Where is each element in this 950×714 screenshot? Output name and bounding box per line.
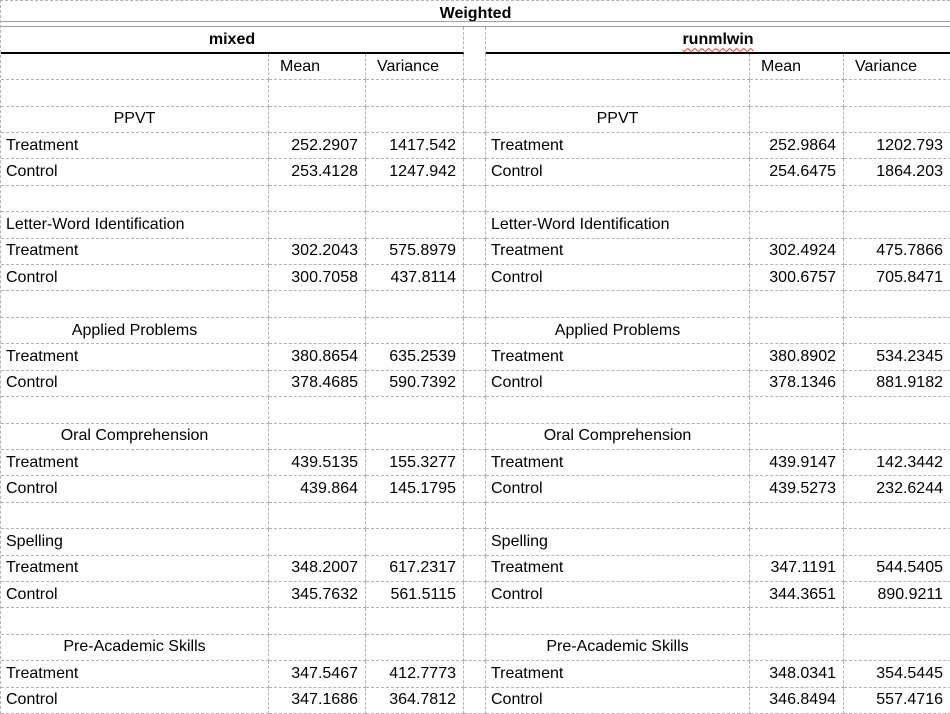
empty-cell xyxy=(750,212,844,238)
mean-value-mixed-treatment: 347.5467 xyxy=(269,661,366,687)
blank-cell xyxy=(269,608,366,634)
variance-value-mixed-control: 1247.942 xyxy=(366,159,464,185)
blank-cell xyxy=(750,397,844,423)
blank-cell xyxy=(1,80,269,106)
blank-cell xyxy=(366,80,464,106)
spacer-cell xyxy=(464,133,486,159)
spacer-cell xyxy=(464,291,486,317)
mean-value-mixed-treatment: 302.2043 xyxy=(269,239,366,265)
treatment-row-label-runmlwin: Treatment xyxy=(486,239,750,265)
empty-cell xyxy=(269,212,366,238)
variance-value-mixed-treatment: 1417.542 xyxy=(366,133,464,159)
blank-cell xyxy=(486,80,750,106)
spacer-cell xyxy=(464,54,486,80)
empty-cell xyxy=(366,212,464,238)
empty-cell xyxy=(844,107,950,133)
blank-cell xyxy=(750,608,844,634)
empty-cell xyxy=(269,424,366,450)
blank-cell xyxy=(1,291,269,317)
group-label-mixed: Letter-Word Identification xyxy=(1,212,269,238)
blank-cell xyxy=(844,608,950,634)
variance-value-runmlwin-treatment: 1202.793 xyxy=(844,133,950,159)
treatment-row-label-mixed: Treatment xyxy=(1,344,269,370)
control-row-label-runmlwin: Control xyxy=(486,371,750,397)
empty-cell xyxy=(269,107,366,133)
control-row-label-mixed: Control xyxy=(1,371,269,397)
treatment-row-label-runmlwin: Treatment xyxy=(486,450,750,476)
spacer-cell xyxy=(464,318,486,344)
blank-cell xyxy=(1,608,269,634)
mean-value-mixed-treatment: 348.2007 xyxy=(269,556,366,582)
spacer-cell xyxy=(464,344,486,370)
blank-cell xyxy=(486,503,750,529)
mean-value-runmlwin-treatment: 347.1191 xyxy=(750,556,844,582)
empty-cell xyxy=(366,107,464,133)
mean-value-runmlwin-control: 378.1346 xyxy=(750,371,844,397)
empty-cell xyxy=(269,318,366,344)
blank-cell xyxy=(844,503,950,529)
spacer-cell xyxy=(464,265,486,291)
blank-cell xyxy=(486,608,750,634)
blank-cell xyxy=(1,186,269,212)
spacer-cell xyxy=(464,688,486,714)
empty-cell xyxy=(750,318,844,344)
blank-cell xyxy=(844,186,950,212)
variance-value-mixed-control: 437.8114 xyxy=(366,265,464,291)
mean-value-runmlwin-treatment: 348.0341 xyxy=(750,661,844,687)
empty-cell xyxy=(366,529,464,555)
variance-value-mixed-treatment: 575.8979 xyxy=(366,239,464,265)
group-label-runmlwin: Letter-Word Identification xyxy=(486,212,750,238)
spacer-cell xyxy=(464,80,486,106)
spacer-cell xyxy=(464,582,486,608)
spacer-cell xyxy=(464,450,486,476)
blank-cell xyxy=(844,80,950,106)
col-header-mean-mixed: Mean xyxy=(269,54,366,80)
spacer-cell xyxy=(464,556,486,582)
variance-value-runmlwin-treatment: 475.7866 xyxy=(844,239,950,265)
blank-cell xyxy=(366,186,464,212)
empty-cell xyxy=(750,424,844,450)
treatment-row-label-runmlwin: Treatment xyxy=(486,344,750,370)
empty-cell xyxy=(366,424,464,450)
control-row-label-mixed: Control xyxy=(1,582,269,608)
spacer-cell xyxy=(464,476,486,502)
blank-cell xyxy=(366,291,464,317)
mean-value-runmlwin-control: 254.6475 xyxy=(750,159,844,185)
treatment-row-label-mixed: Treatment xyxy=(1,661,269,687)
empty-cell xyxy=(750,529,844,555)
mean-value-runmlwin-control: 346.8494 xyxy=(750,688,844,714)
group-label-mixed: Applied Problems xyxy=(1,318,269,344)
spacer-cell xyxy=(464,424,486,450)
variance-value-runmlwin-treatment: 142.3442 xyxy=(844,450,950,476)
spacer-cell xyxy=(464,107,486,133)
group-label-runmlwin: Applied Problems xyxy=(486,318,750,344)
treatment-row-label-runmlwin: Treatment xyxy=(486,556,750,582)
mean-value-runmlwin-treatment: 380.8902 xyxy=(750,344,844,370)
blank-cell xyxy=(844,397,950,423)
spacer-cell xyxy=(464,159,486,185)
blank-cell xyxy=(750,80,844,106)
mean-value-runmlwin-treatment: 252.9864 xyxy=(750,133,844,159)
control-row-label-mixed: Control xyxy=(1,476,269,502)
mean-value-mixed-treatment: 252.2907 xyxy=(269,133,366,159)
empty-cell xyxy=(844,318,950,344)
mean-value-runmlwin-control: 300.6757 xyxy=(750,265,844,291)
empty-cell xyxy=(366,318,464,344)
spacer-cell xyxy=(464,503,486,529)
blank-cell xyxy=(366,608,464,634)
corner-empty-cell xyxy=(486,54,750,80)
blank-cell xyxy=(269,503,366,529)
empty-cell xyxy=(269,635,366,661)
group-label-mixed: PPVT xyxy=(1,107,269,133)
blank-cell xyxy=(750,291,844,317)
control-row-label-runmlwin: Control xyxy=(486,476,750,502)
variance-value-runmlwin-treatment: 354.5445 xyxy=(844,661,950,687)
group-label-runmlwin: PPVT xyxy=(486,107,750,133)
variance-value-mixed-treatment: 412.7773 xyxy=(366,661,464,687)
blank-cell xyxy=(1,503,269,529)
group-label-runmlwin: Oral Comprehension xyxy=(486,424,750,450)
col-header-mean-runmlwin: Mean xyxy=(750,54,844,80)
control-row-label-mixed: Control xyxy=(1,265,269,291)
treatment-row-label-mixed: Treatment xyxy=(1,450,269,476)
empty-cell xyxy=(269,529,366,555)
spellcheck-underline: runmlwin xyxy=(682,30,754,48)
group-label-mixed: Oral Comprehension xyxy=(1,424,269,450)
treatment-row-label-runmlwin: Treatment xyxy=(486,133,750,159)
blank-cell xyxy=(750,503,844,529)
control-row-label-mixed: Control xyxy=(1,159,269,185)
col-header-variance-mixed: Variance xyxy=(366,54,464,80)
variance-value-mixed-treatment: 635.2539 xyxy=(366,344,464,370)
mean-value-mixed-control: 347.1686 xyxy=(269,688,366,714)
control-row-label-runmlwin: Control xyxy=(486,159,750,185)
empty-cell xyxy=(844,529,950,555)
variance-value-runmlwin-control: 881.9182 xyxy=(844,371,950,397)
mean-value-mixed-control: 300.7058 xyxy=(269,265,366,291)
blank-cell xyxy=(750,186,844,212)
col-header-variance-runmlwin: Variance xyxy=(844,54,950,80)
variance-value-mixed-control: 145.1795 xyxy=(366,476,464,502)
empty-cell xyxy=(750,635,844,661)
spacer-cell xyxy=(464,397,486,423)
mean-value-mixed-control: 345.7632 xyxy=(269,582,366,608)
treatment-row-label-runmlwin: Treatment xyxy=(486,661,750,687)
mean-value-mixed-control: 378.4685 xyxy=(269,371,366,397)
spacer-cell xyxy=(464,529,486,555)
blank-cell xyxy=(366,503,464,529)
spacer-cell xyxy=(464,608,486,634)
blank-cell xyxy=(269,80,366,106)
variance-value-mixed-control: 364.7812 xyxy=(366,688,464,714)
empty-cell xyxy=(366,635,464,661)
treatment-row-label-mixed: Treatment xyxy=(1,556,269,582)
panel-header-mixed: mixed xyxy=(1,27,464,53)
mean-value-runmlwin-treatment: 439.9147 xyxy=(750,450,844,476)
mean-value-runmlwin-treatment: 302.4924 xyxy=(750,239,844,265)
mean-value-mixed-control: 253.4128 xyxy=(269,159,366,185)
control-row-label-runmlwin: Control xyxy=(486,265,750,291)
variance-value-runmlwin-control: 705.8471 xyxy=(844,265,950,291)
group-label-mixed: Spelling xyxy=(1,529,269,555)
empty-cell xyxy=(750,107,844,133)
mean-value-mixed-treatment: 439.5135 xyxy=(269,450,366,476)
variance-value-runmlwin-control: 232.6244 xyxy=(844,476,950,502)
mean-value-mixed-treatment: 380.8654 xyxy=(269,344,366,370)
group-label-mixed: Pre-Academic Skills xyxy=(1,635,269,661)
blank-cell xyxy=(486,397,750,423)
control-row-label-mixed: Control xyxy=(1,688,269,714)
blank-cell xyxy=(269,397,366,423)
group-label-runmlwin: Pre-Academic Skills xyxy=(486,635,750,661)
mean-value-runmlwin-control: 344.3651 xyxy=(750,582,844,608)
blank-cell xyxy=(844,291,950,317)
blank-cell xyxy=(269,186,366,212)
variance-value-runmlwin-treatment: 534.2345 xyxy=(844,344,950,370)
mean-value-mixed-control: 439.864 xyxy=(269,476,366,502)
mean-value-runmlwin-control: 439.5273 xyxy=(750,476,844,502)
variance-value-mixed-treatment: 155.3277 xyxy=(366,450,464,476)
empty-cell xyxy=(844,424,950,450)
variance-value-runmlwin-treatment: 544.5405 xyxy=(844,556,950,582)
variance-value-runmlwin-control: 1864.203 xyxy=(844,159,950,185)
variance-value-runmlwin-control: 890.9211 xyxy=(844,582,950,608)
spacer-cell xyxy=(464,186,486,212)
spacer-cell xyxy=(464,371,486,397)
control-row-label-runmlwin: Control xyxy=(486,582,750,608)
spacer-cell xyxy=(464,661,486,687)
empty-cell xyxy=(844,212,950,238)
spacer-cell xyxy=(464,239,486,265)
variance-value-mixed-control: 590.7392 xyxy=(366,371,464,397)
blank-cell xyxy=(486,186,750,212)
treatment-row-label-mixed: Treatment xyxy=(1,133,269,159)
group-label-runmlwin: Spelling xyxy=(486,529,750,555)
treatment-row-label-mixed: Treatment xyxy=(1,239,269,265)
blank-cell xyxy=(269,291,366,317)
blank-cell xyxy=(366,397,464,423)
variance-value-mixed-control: 561.5115 xyxy=(366,582,464,608)
corner-empty-cell xyxy=(1,54,269,80)
spacer-cell xyxy=(464,635,486,661)
panel-header-runmlwin xyxy=(486,27,950,53)
spacer-cell xyxy=(464,27,486,53)
blank-cell xyxy=(1,397,269,423)
control-row-label-runmlwin: Control xyxy=(486,688,750,714)
empty-cell xyxy=(844,635,950,661)
variance-value-mixed-treatment: 617.2317 xyxy=(366,556,464,582)
variance-value-runmlwin-control: 557.4716 xyxy=(844,688,950,714)
spacer-cell xyxy=(464,212,486,238)
table-title: Weighted xyxy=(1,1,950,27)
blank-cell xyxy=(486,291,750,317)
